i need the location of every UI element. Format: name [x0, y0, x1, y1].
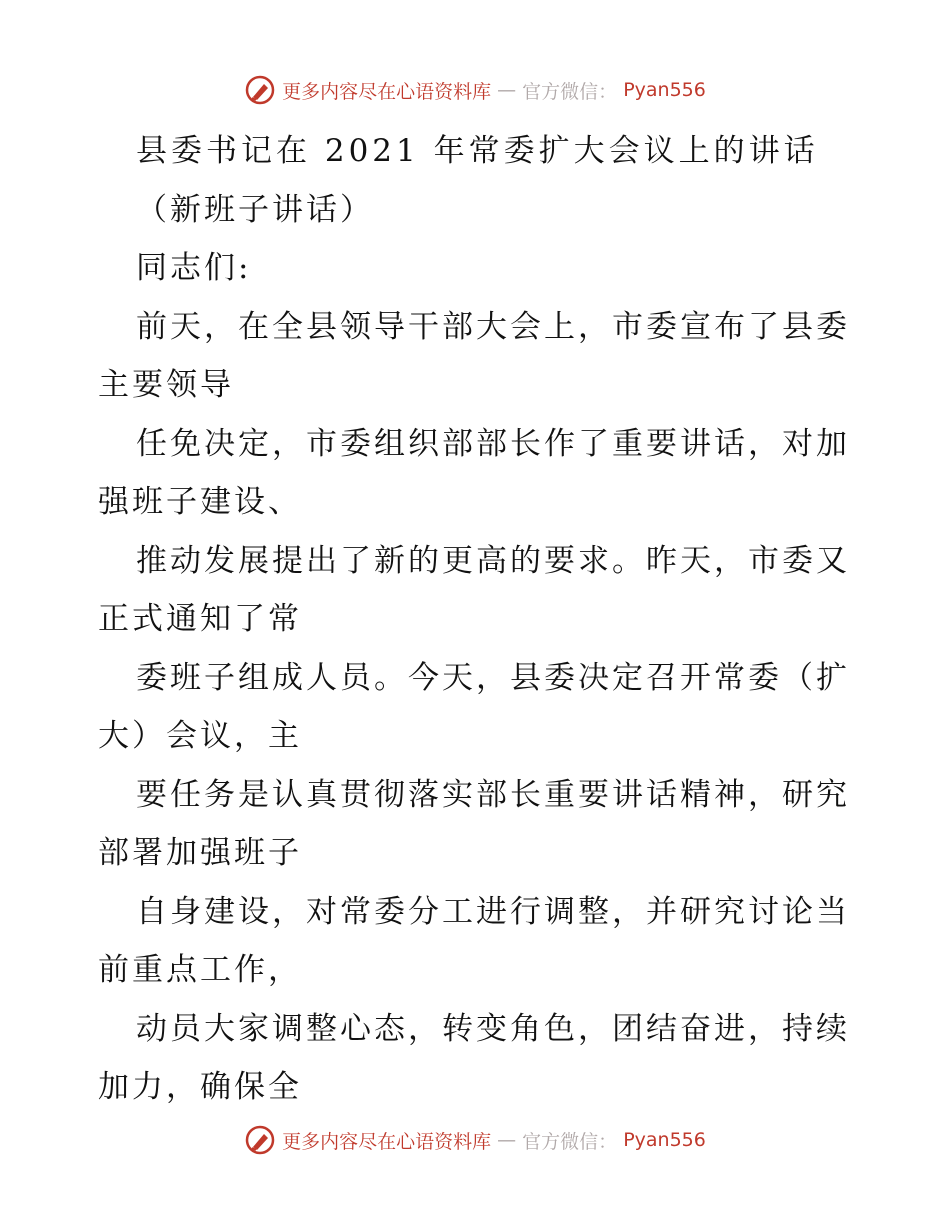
document-subtitle: （新班子讲话）: [136, 191, 374, 228]
paragraph-line: 部署加强班子: [98, 835, 302, 871]
paragraph-line: 委班子组成人员。今天，县委决定召开常委（扩: [136, 659, 850, 696]
watermark-official: 官方微信：: [522, 80, 618, 103]
watermark-dash: —: [497, 79, 517, 101]
document-body: [98, 122, 858, 1117]
paragraph-line: 主要领导: [98, 367, 234, 403]
watermark-header: [0, 70, 950, 110]
document-title: 县委书记在 2021 年常委扩大会议上的讲话: [136, 133, 819, 169]
pen-logo-icon: [244, 74, 276, 106]
watermark-dash: —: [497, 1129, 517, 1151]
paragraph-line: 自身建设，对常委分工进行调整，并研究讨论当: [136, 893, 850, 930]
paragraph-line: 推动发展提出了新的更高的要求。昨天，市委又: [136, 542, 850, 579]
greeting: 同志们:: [136, 250, 252, 286]
paragraph-line: 任免决定，市委组织部部长作了重要讲话，对加: [136, 425, 850, 462]
paragraph-line: 动员大家调整心态，转变角色，团结奋进，持续: [136, 1010, 850, 1047]
paragraph-line: 加力，确保全: [98, 1069, 302, 1105]
paragraph-line: 大）会议，主: [98, 718, 302, 754]
paragraph-line: 正式通知了常: [98, 601, 302, 637]
paragraph-line: 前重点工作，: [98, 952, 302, 988]
watermark-brand: 更多内容尽在心语资料库: [282, 80, 492, 103]
watermark-account: Pyan556: [623, 1129, 706, 1151]
paragraph-line: 强班子建设、: [98, 484, 302, 520]
watermark-account: Pyan556: [623, 79, 706, 101]
paragraph-line: 前天，在全县领导干部大会上，市委宣布了县委: [136, 308, 850, 345]
watermark-official: 官方微信：: [522, 1130, 618, 1153]
paragraph-line: 要任务是认真贯彻落实部长重要讲话精神，研究: [136, 776, 850, 813]
watermark-footer: [0, 1120, 950, 1160]
watermark-brand: 更多内容尽在心语资料库: [282, 1130, 492, 1153]
pen-logo-icon: [244, 1124, 276, 1156]
